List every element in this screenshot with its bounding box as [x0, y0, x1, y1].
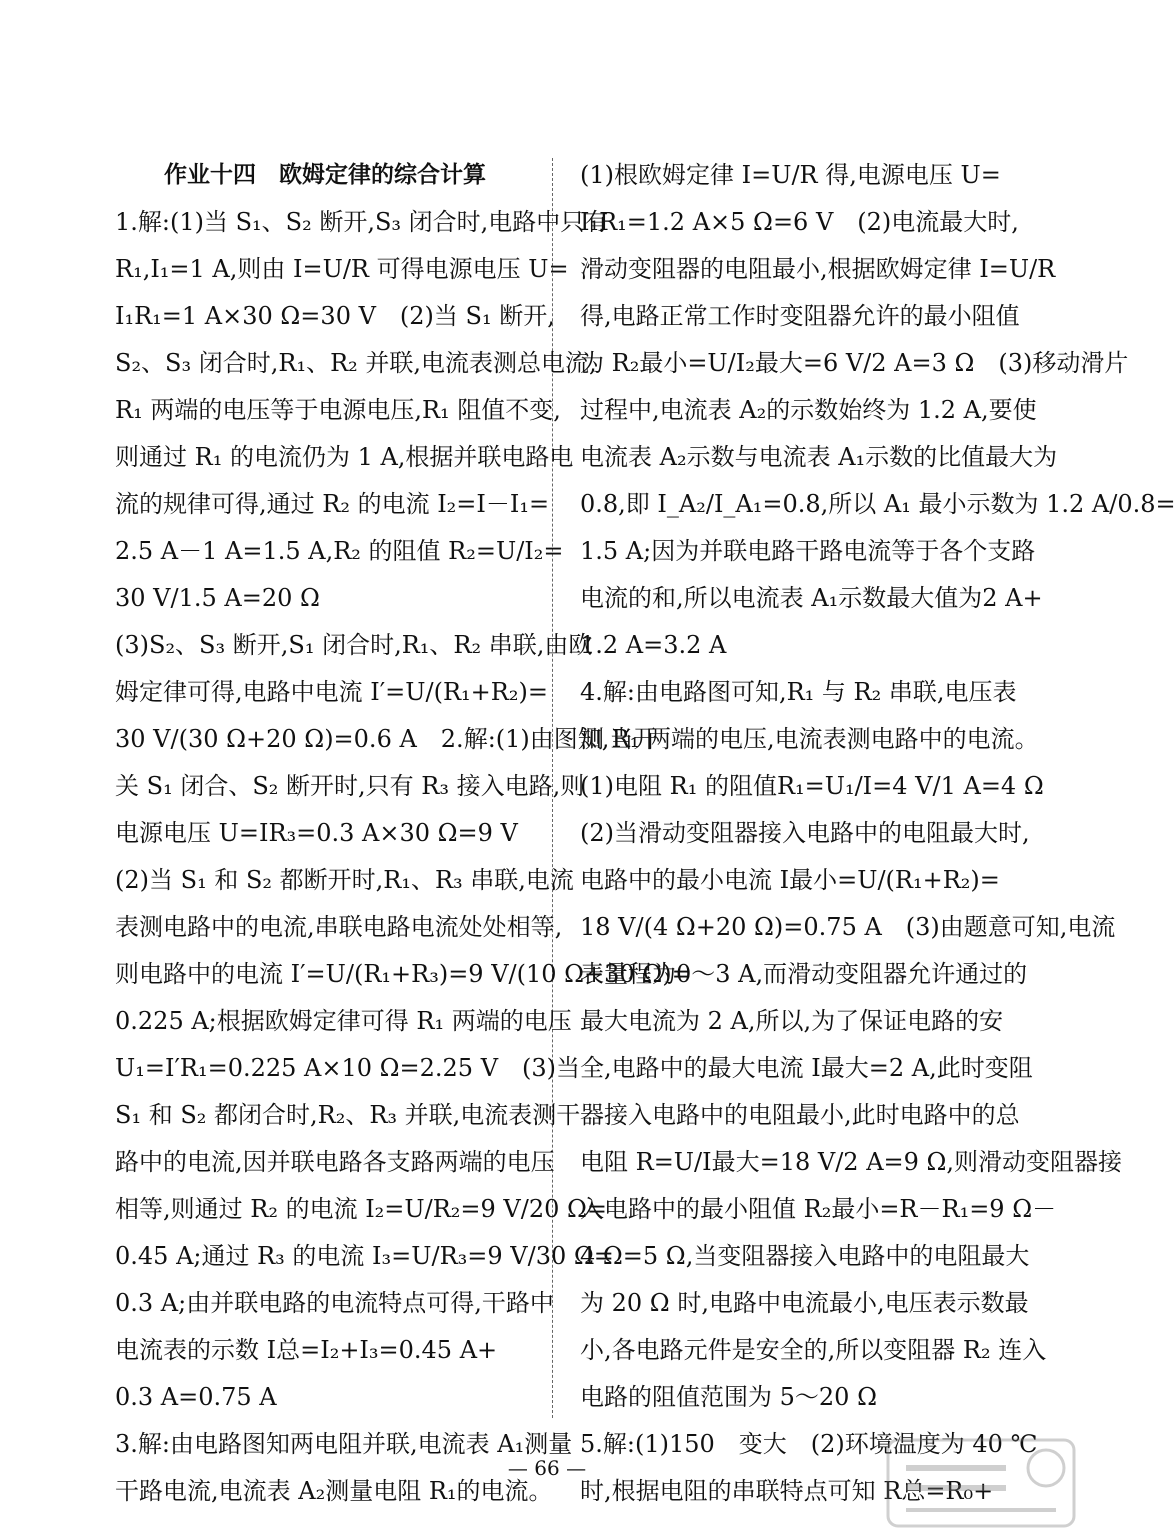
- text-line: 测 R₁ 两端的电压,电流表测电路中的电流。: [580, 725, 1039, 753]
- text-line: 0.225 A;根据欧姆定律可得 R₁ 两端的电压: [115, 1007, 572, 1035]
- text-line: 得,电路正常工作时变阻器允许的最小阻值: [580, 302, 1020, 330]
- text-line: 则电路中的电流 I′=U/(R₁+R₃)=9 V/(10 Ω+30 Ω)=: [115, 960, 692, 988]
- text-line: (1)电阻 R₁ 的阻值R₁=U₁/I=4 V/1 A=4 Ω: [580, 772, 1044, 800]
- text-line: 30 V/(30 Ω+20 Ω)=0.6 A 2.解:(1)由图知,当开: [115, 725, 658, 753]
- text-line: 4 Ω=5 Ω,当变阻器接入电路中的电阻最大: [580, 1242, 1030, 1270]
- text-line: 3.解:由电路图知两电阻并联,电流表 A₁测量: [115, 1430, 573, 1458]
- text-line: 表量程为0～3 A,而滑动变阻器允许通过的: [580, 960, 1028, 988]
- text-line: 2.5 A－1 A=1.5 A,R₂ 的阻值 R₂=U/I₂=: [115, 537, 564, 565]
- text-line: I₁R₁=1 A×30 Ω=30 V (2)当 S₁ 断开,: [115, 302, 555, 330]
- text-line: 电流表的示数 I总=I₂+I₃=0.45 A+: [115, 1336, 498, 1364]
- section-title: 作业十四 欧姆定律的综合计算: [164, 162, 486, 188]
- text-line: 为 20 Ω 时,电路中电流最小,电压表示数最: [580, 1289, 1029, 1317]
- text-line: 0.45 A;通过 R₃ 的电流 I₃=U/R₃=9 V/30 Ω=: [115, 1242, 614, 1270]
- text-line: 1.5 A;因为并联电路干路电流等于各个支路: [580, 537, 1036, 565]
- text-line: 表测电路中的电流,串联电路电流处处相等,: [115, 913, 563, 941]
- text-line: R₁,I₁=1 A,则由 I=U/R 可得电源电压 U=: [115, 255, 569, 283]
- text-line: 相等,则通过 R₂ 的电流 I₂=U/R₂=9 V/20 Ω=: [115, 1195, 608, 1223]
- text-line: (2)当滑动变阻器接入电路中的电阻最大时,: [580, 819, 1030, 847]
- text-line: U₁=I′R₁=0.225 A×10 Ω=2.25 V (3)当: [115, 1054, 581, 1082]
- text-line: 1.2 A=3.2 A: [580, 631, 727, 659]
- text-line: R₁ 两端的电压等于电源电压,R₁ 阻值不变,: [115, 396, 561, 424]
- text-line: (1)根欧姆定律 I=U/R 得,电源电压 U=: [580, 161, 1001, 189]
- watermark-logo: [886, 1438, 1076, 1528]
- text-line: S₂、S₃ 闭合时,R₁、R₂ 并联,电流表测总电流,: [115, 349, 597, 377]
- text-line: 0.3 A;由并联电路的电流特点可得,干路中: [115, 1289, 554, 1317]
- text-line: 过程中,电流表 A₂的示数始终为 1.2 A,要使: [580, 396, 1037, 424]
- text-line: (3)S₂、S₃ 断开,S₁ 闭合时,R₁、R₂ 串联,由欧: [115, 631, 593, 659]
- text-line: 滑动变阻器的电阻最小,根据欧姆定律 I=U/R: [580, 255, 1056, 283]
- text-line: 入电路中的最小阻值 R₂最小=R－R₁=9 Ω－: [580, 1195, 1057, 1223]
- text-line: (2)当 S₁ 和 S₂ 都断开时,R₁、R₃ 串联,电流: [115, 866, 574, 894]
- text-line: 关 S₁ 闭合、S₂ 断开时,只有 R₃ 接入电路,则: [115, 772, 585, 800]
- text-line: 为 R₂最小=U/I₂最大=6 V/2 A=3 Ω (3)移动滑片: [580, 349, 1129, 377]
- text-line: 电源电压 U=IR₃=0.3 A×30 Ω=9 V: [115, 819, 518, 847]
- text-line: 0.8,即 I_A₂/I_A₁=0.8,所以 A₁ 最小示数为 1.2 A/0.8=: [580, 490, 1176, 518]
- text-line: 全,电路中的最大电流 I最大=2 A,此时变阻: [580, 1054, 1033, 1082]
- text-line: 电阻 R=U/I最大=18 V/2 A=9 Ω,则滑动变阻器接: [580, 1148, 1123, 1176]
- text-line: 时,根据电阻的串联特点可知 R总=R₀+: [580, 1477, 994, 1505]
- text-line: 5.解:(1)150 变大 (2)环境温度为 40 ℃: [580, 1430, 1038, 1458]
- text-line: 器接入电路中的电阻最小,此时电路中的总: [580, 1101, 1020, 1129]
- text-line: 电路的阻值范围为 5～20 Ω: [580, 1383, 877, 1411]
- text-line: 4.解:由电路图可知,R₁ 与 R₂ 串联,电压表: [580, 678, 1017, 706]
- text-line: S₁ 和 S₂ 都闭合时,R₂、R₃ 并联,电流表测干: [115, 1101, 581, 1129]
- right-column: [580, 152, 1176, 1515]
- text-line: 1.解:(1)当 S₁、S₂ 断开,S₃ 闭合时,电路中只有: [115, 208, 609, 236]
- text-line: 0.3 A=0.75 A: [115, 1383, 277, 1411]
- text-line: 姆定律可得,电路中电流 I′=U/(R₁+R₂)=: [115, 678, 548, 706]
- text-line: 流的规律可得,通过 R₂ 的电流 I₂=I－I₁=: [115, 490, 550, 518]
- text-line: 电流表 A₂示数与电流表 A₁示数的比值最大为: [580, 443, 1058, 471]
- page-number: — 66 —: [507, 1456, 587, 1480]
- right-text-lines: [580, 152, 1176, 1515]
- text-line: 小,各电路元件是安全的,所以变阻器 R₂ 连入: [580, 1336, 1047, 1364]
- text-line: 路中的电流,因并联电路各支路两端的电压: [115, 1148, 555, 1176]
- text-line: 18 V/(4 Ω+20 Ω)=0.75 A (3)由题意可知,电流: [580, 913, 1116, 941]
- text-line: 电流的和,所以电流表 A₁示数最大值为2 A+: [580, 584, 1043, 612]
- text-line: 干路电流,电流表 A₂测量电阻 R₁的电流。: [115, 1477, 553, 1505]
- text-line: 30 V/1.5 A=20 Ω: [115, 584, 320, 612]
- text-line: 电路中的最小电流 I最小=U/(R₁+R₂)=: [580, 866, 1000, 894]
- text-line: 最大电流为 2 A,所以,为了保证电路的安: [580, 1007, 1004, 1035]
- text-line: I₁R₁=1.2 A×5 Ω=6 V (2)电流最大时,: [580, 208, 1019, 236]
- text-line: 则通过 R₁ 的电流仍为 1 A,根据并联电路电: [115, 443, 574, 471]
